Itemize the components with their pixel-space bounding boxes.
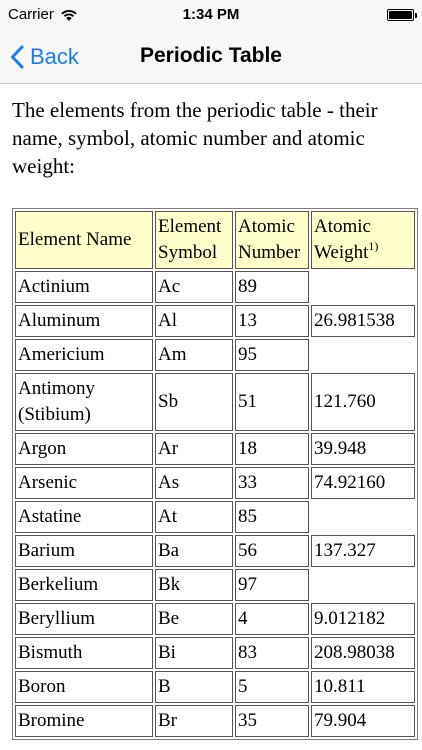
back-button-label: Back — [30, 44, 79, 69]
cell-atomic-number: 35 — [235, 705, 309, 737]
navigation-bar — [0, 30, 422, 84]
cell-element-name: Argon — [15, 433, 153, 465]
cell-element-name: Barium — [15, 535, 153, 567]
cell-atomic-weight: 208.98038 — [311, 637, 415, 669]
table-row — [15, 671, 415, 703]
cell-atomic-number: 89 — [235, 271, 309, 303]
table-row — [15, 305, 415, 337]
cell-atomic-weight: 10.811 — [311, 671, 415, 703]
cell-atomic-number: 5 — [235, 671, 309, 703]
cell-atomic-number: 4 — [235, 603, 309, 635]
cell-atomic-weight: 9.012182 — [311, 603, 415, 635]
cell-element-name: Actinium — [15, 271, 153, 303]
table-row — [15, 637, 415, 669]
table-body — [15, 271, 415, 737]
cell-atomic-number: 13 — [235, 305, 309, 337]
cell-element-name: Berkelium — [15, 569, 153, 601]
table-row — [15, 339, 415, 371]
cell-atomic-weight: 74.92160 — [311, 467, 415, 499]
battery-icon — [387, 9, 414, 21]
cell-element-symbol: Bi — [155, 637, 233, 669]
cell-atomic-weight — [311, 271, 415, 303]
cell-element-symbol: Al — [155, 305, 233, 337]
elements-table — [13, 209, 417, 739]
table-row — [15, 569, 415, 601]
cell-element-symbol: Ar — [155, 433, 233, 465]
cell-element-name: Aluminum — [15, 305, 153, 337]
cell-element-symbol: Ac — [155, 271, 233, 303]
table-row — [15, 705, 415, 737]
cell-element-name: Astatine — [15, 501, 153, 533]
cell-element-name: Americium — [15, 339, 153, 371]
chevron-left-icon — [10, 45, 24, 69]
cell-element-symbol: Sb — [155, 373, 233, 431]
cell-atomic-number: 33 — [235, 467, 309, 499]
cell-element-name: Boron — [15, 671, 153, 703]
cell-atomic-weight: 39.948 — [311, 433, 415, 465]
cell-atomic-number: 83 — [235, 637, 309, 669]
cell-atomic-weight: 26.981538 — [311, 305, 415, 337]
header-atomic-number: Atomic Number — [235, 211, 309, 269]
cell-atomic-number: 18 — [235, 433, 309, 465]
elements-table-frame — [12, 208, 418, 740]
table-header-row — [15, 211, 415, 269]
page-title: Periodic Table — [140, 44, 282, 67]
header-atomic-weight-label: Atomic Weight — [314, 216, 371, 263]
cell-element-name: Arsenic — [15, 467, 153, 499]
table-row — [15, 501, 415, 533]
table-row — [15, 373, 415, 431]
cell-element-name: Beryllium — [15, 603, 153, 635]
cell-atomic-number: 85 — [235, 501, 309, 533]
cell-element-name: Antimony (Stibium) — [15, 373, 153, 431]
cell-element-symbol: Ba — [155, 535, 233, 567]
table-row — [15, 603, 415, 635]
intro-text: The elements from the periodic table - their name, symbol, atomic number and atomic weight: — [12, 98, 378, 178]
table-row — [15, 467, 415, 499]
cell-atomic-number: 56 — [235, 535, 309, 567]
battery-tip — [415, 13, 417, 18]
cell-element-symbol: At — [155, 501, 233, 533]
cell-element-symbol: Am — [155, 339, 233, 371]
cell-element-name: Bismuth — [15, 637, 153, 669]
status-bar — [0, 0, 422, 30]
cell-element-symbol: Bk — [155, 569, 233, 601]
cell-atomic-number: 97 — [235, 569, 309, 601]
battery-fill — [389, 11, 412, 19]
footnote-marker: 1) — [368, 239, 379, 253]
status-time: 1:34 PM — [182, 6, 240, 23]
cell-element-symbol: As — [155, 467, 233, 499]
cell-element-symbol: B — [155, 671, 233, 703]
cell-atomic-number: 95 — [235, 339, 309, 371]
cell-atomic-weight: 121.760 — [311, 373, 415, 431]
table-row — [15, 433, 415, 465]
content-scroll-area[interactable] — [0, 84, 422, 750]
header-element-symbol: Element Symbol — [155, 211, 233, 269]
cell-atomic-weight — [311, 501, 415, 533]
back-button[interactable] — [10, 40, 79, 74]
table-row — [15, 535, 415, 567]
cell-atomic-weight — [311, 569, 415, 601]
cell-element-symbol: Be — [155, 603, 233, 635]
cell-atomic-weight — [311, 339, 415, 371]
cell-atomic-weight: 79.904 — [311, 705, 415, 737]
cell-atomic-number: 51 — [235, 373, 309, 431]
header-element-name: Element Name — [15, 211, 153, 269]
table-row — [15, 271, 415, 303]
cell-element-symbol: Br — [155, 705, 233, 737]
carrier-label: Carrier — [8, 6, 54, 23]
header-atomic-weight — [311, 211, 415, 269]
cell-atomic-weight: 137.327 — [311, 535, 415, 567]
cell-element-name: Bromine — [15, 705, 153, 737]
